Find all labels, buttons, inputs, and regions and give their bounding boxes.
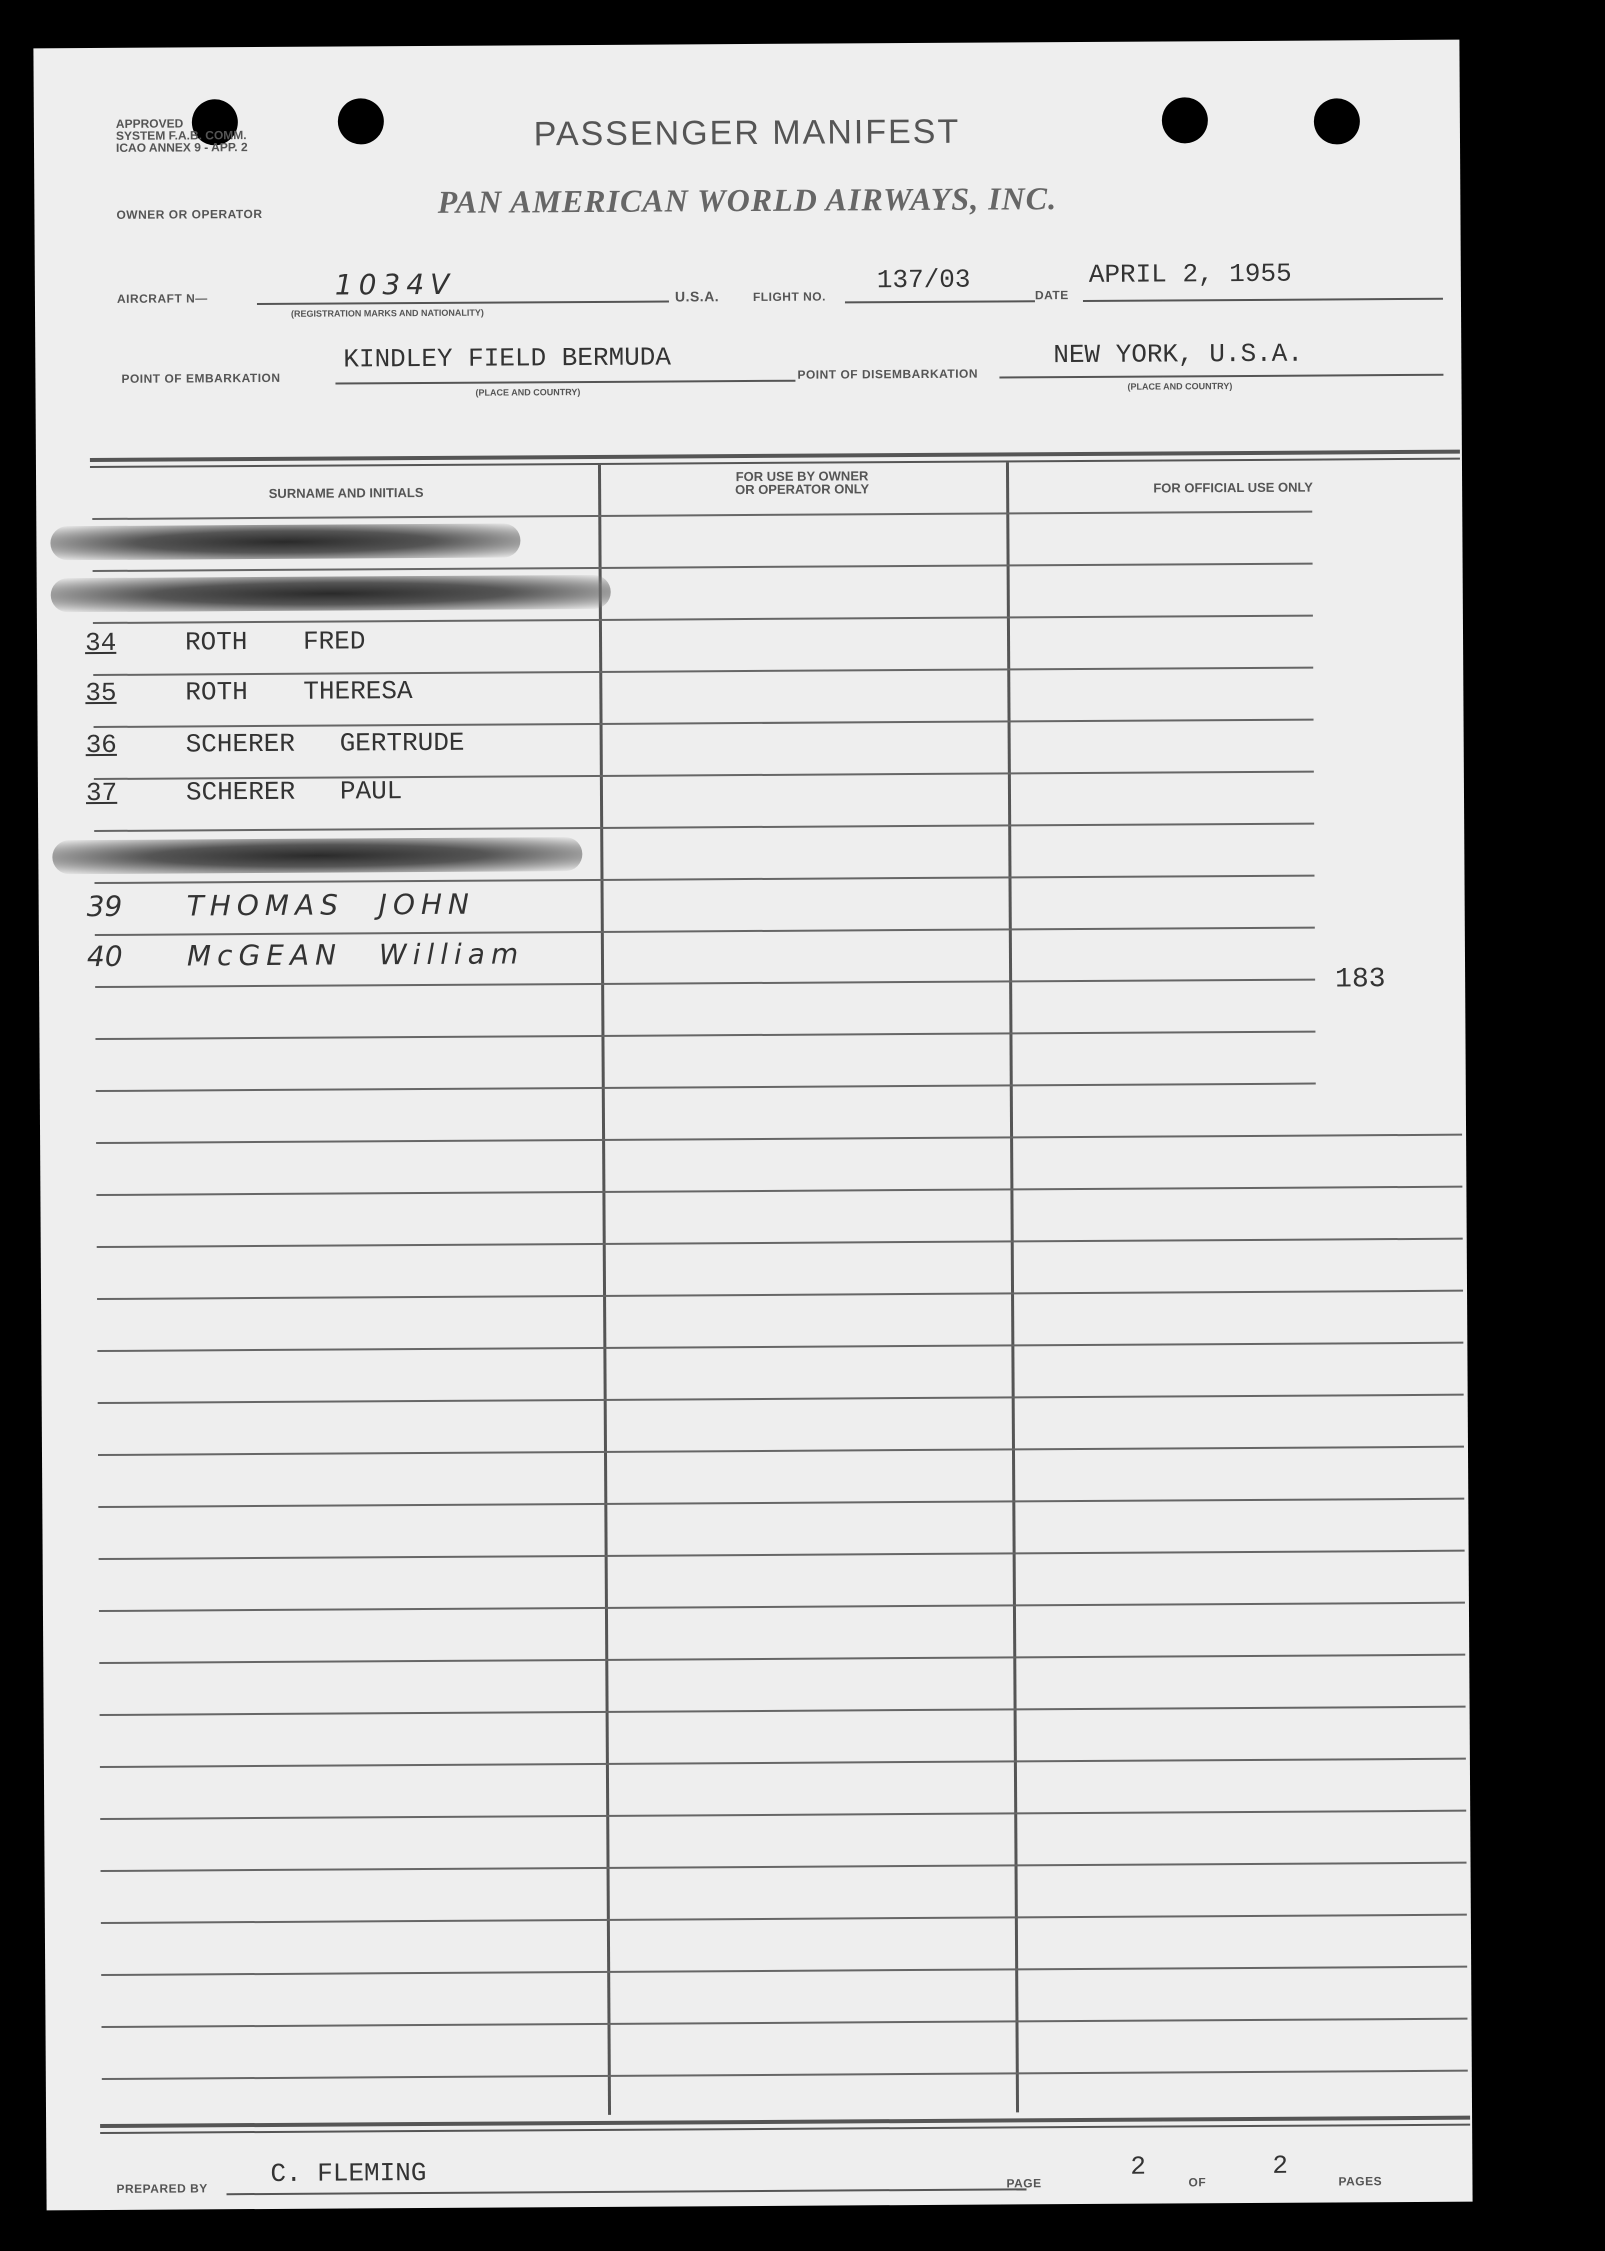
passenger-number: 36 [85,729,117,761]
table-row-line [100,1810,1466,1820]
table-row-line [93,563,1313,572]
table-row-line [95,875,1315,884]
table-row-line [96,1134,1462,1144]
prepared-label: PREPARED BY [116,2181,208,2196]
table-row-line [98,1498,1464,1508]
passenger-number: 37 [85,777,118,809]
official-note: 183 [1335,964,1386,996]
table-row-line [93,615,1313,624]
table-row-line [96,1186,1462,1196]
passenger-given-name: JOHN [378,887,476,922]
table-row-line [93,667,1313,676]
table-row-line [97,1290,1463,1300]
page-value: 2 [1130,2151,1147,2182]
table-row-line [101,2018,1467,2028]
col-official-text: FOR OFFICIAL USE ONLY [1153,479,1313,496]
aircraft-label: AIRCRAFT N— [116,291,208,306]
col-owner-header [602,468,1002,496]
of-value: 2 [1272,2150,1289,2181]
flight-underline [845,300,1035,303]
owner-value: PAN AMERICAN WORLD AIRWAYS, INC. [437,180,1058,220]
table-row-line [95,927,1315,936]
disembark-underline [999,374,1443,379]
table-row-line [96,1083,1316,1092]
table-row-line [101,1966,1467,1976]
row-lines [33,40,1459,49]
aircraft-underline [257,300,669,305]
table-row-line [94,719,1314,728]
col-owner-text: OR OPERATOR ONLY [735,481,870,498]
col-surname-text: SURNAME AND INITIALS [268,485,424,501]
redacted-entry [50,523,520,560]
passenger-given-name: William [378,937,525,972]
table-row-line [100,1706,1466,1716]
approval-line: APPROVED [115,116,184,131]
disembark-caption: (PLACE AND COUNTRY) [1127,381,1233,392]
table-row-line [101,1914,1467,1924]
table-row-line [100,1758,1466,1768]
disembark-label: POINT OF DISEMBARKATION [797,366,979,382]
passenger-number: 40 [86,939,123,974]
form-title: PASSENGER MANIFEST [533,112,961,154]
passenger-surname: THOMAS [186,888,345,923]
redacted-entry [52,837,582,874]
passenger-number: 35 [85,677,117,709]
table-row-line [92,511,1312,520]
passenger-surname: McGEAN [186,938,343,973]
embark-underline [335,380,795,385]
table-row-line [95,979,1315,988]
embark-caption: (PLACE AND COUNTRY) [475,387,581,398]
table-row-line [97,1238,1463,1248]
owner-label: OWNER OR OPERATOR [116,206,263,222]
passenger-number: 39 [86,889,123,924]
passenger-given-name: GERTRUDE [339,727,465,759]
passenger-surname: ROTH [184,627,248,658]
col-owner-text: FOR USE BY OWNER [735,468,869,485]
approval-line: SYSTEM F.A.B. COMM. [115,128,247,143]
table-row-line [99,1550,1465,1560]
of-label: OF [1188,2175,1207,2190]
table-row-line [102,2070,1468,2080]
disembark-value: NEW YORK, U.S.A. [1053,338,1304,371]
table-row-line [97,1342,1463,1352]
passenger-surname: SCHERER [185,728,295,760]
manifest-sheet [33,40,1472,2211]
aircraft-value: 1034V [334,267,456,302]
col-surname-header [96,485,596,501]
page-label: PAGE [1006,2176,1042,2191]
passenger-surname: ROTH [185,677,248,708]
passenger-given-name: FRED [302,626,366,657]
pages-label: PAGES [1338,2174,1383,2189]
passenger-given-name: PAUL [339,776,403,807]
prepared-value: C. FLEMING [270,2158,427,2189]
table-row-line [99,1602,1465,1612]
flight-value: 137/03 [876,264,971,296]
table-row-line [98,1394,1464,1404]
col-official-header [1008,480,1458,496]
aircraft-caption: (REGISTRATION MARKS AND NATIONALITY) [291,307,484,319]
prepared-underline [227,2188,1027,2195]
table-row-line [98,1446,1464,1456]
flight-label: FLIGHT NO. [752,289,826,304]
date-label: DATE [1034,288,1069,303]
passenger-number: 34 [84,627,117,659]
table-row-line [95,1031,1315,1040]
passenger-surname: SCHERER [185,776,296,808]
date-value: APRIL 2, 1955 [1088,258,1292,290]
passenger-given-name: THERESA [303,676,413,707]
usa-label: U.S.A. [674,288,720,305]
date-underline [1083,298,1443,302]
embark-label: POINT OF EMBARKATION [121,370,281,386]
table-row-line [94,823,1314,832]
redacted-entry [51,575,611,612]
embark-value: KINDLEY FIELD BERMUDA [343,342,672,375]
approval-line: ICAO ANNEX 9 - APP. 2 [115,140,248,155]
table-row-line [99,1654,1465,1664]
table-row-line [101,1862,1467,1872]
